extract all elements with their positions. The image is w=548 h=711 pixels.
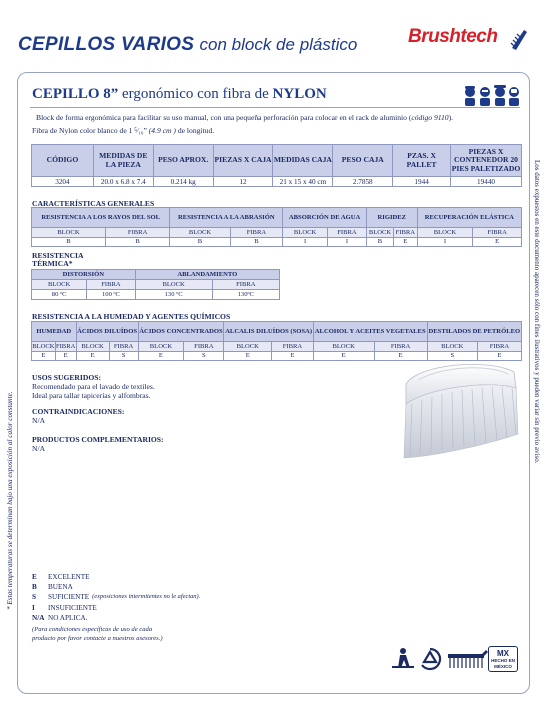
table-row	[32, 177, 522, 187]
specs-header: PESO APROX.	[153, 145, 213, 177]
sub-header-fiber: FIBRA	[212, 280, 279, 290]
rating-cell: S	[427, 351, 477, 361]
sub-header-fiber: FIBRA	[230, 228, 283, 238]
general-characteristics-table	[31, 207, 522, 247]
complementary-products-title: PRODUCTOS COMPLEMENTARIOS:	[32, 435, 164, 444]
badge-line: MÉXICO	[494, 663, 512, 669]
description-code: código 9110	[411, 113, 449, 122]
badge-line: HECHO EN	[491, 658, 515, 663]
legend-label: BUENA	[48, 583, 73, 592]
rating-cell: S	[109, 351, 138, 361]
thermal-resistance-table	[31, 269, 280, 300]
legend-code: S	[32, 593, 36, 602]
rating-cell: E	[32, 351, 56, 361]
specs-cell: 3204	[32, 177, 94, 187]
rating-cell: E	[55, 351, 76, 361]
sub-header-fiber: FIBRA	[105, 228, 170, 238]
characteristic-header: RESISTENCIA A LA ABRASIÓN	[170, 208, 283, 228]
page-title-bold: CEPILLOS VARIOS	[18, 34, 195, 55]
temperature-side-note: * Estas temperaturas se determinan bajo una exposición al calor constante.	[6, 391, 14, 610]
sub-header-block: BLOCK	[135, 280, 212, 290]
specs-cell: 1944	[393, 177, 451, 187]
sub-header-fiber: FIBRA	[87, 280, 135, 290]
brush-logo-icon	[510, 28, 528, 50]
sub-header-block: BLOCK	[427, 342, 477, 352]
usage-title: USOS SUGERIDOS:	[32, 373, 101, 382]
product-title-model: CEPILLO 8”	[32, 86, 119, 102]
thermal-title-line2: TÉRMICA*	[32, 259, 73, 268]
chemical-header: DESTILADOS DE PETRÓLEO	[427, 322, 521, 342]
sub-header-fiber: FIBRA	[394, 228, 418, 238]
brush-brand-icon	[448, 650, 488, 668]
sub-header-block: BLOCK	[283, 228, 328, 238]
usage-section	[32, 373, 332, 453]
sub-header-fiber: FIBRA	[327, 228, 366, 238]
rating-cell: E	[272, 351, 314, 361]
rating-cell: I	[417, 237, 473, 247]
specs-header: PZAS. X PALLET	[393, 145, 451, 177]
safety-equipment-icon	[463, 84, 521, 106]
legend-footnote-line: producto por favor contacte a nuestros asesores.)	[32, 634, 163, 642]
chemical-header: ALCOHOL Y ACEITES VEGETALES	[313, 322, 427, 342]
product-description	[36, 112, 506, 123]
legend-label: INSUFICIENTE	[48, 603, 97, 612]
made-in-mexico-badge	[488, 646, 518, 672]
general-characteristics-title: CARACTERÍSTICAS GENERALES	[32, 199, 155, 208]
characteristic-header: ABSORCIÓN DE AGUA	[283, 208, 367, 228]
product-title-material: NYLON	[272, 86, 327, 102]
sub-header-fiber: FIBRA	[184, 342, 224, 352]
specs-cell: 12	[213, 177, 273, 187]
characteristic-header: RIGIDEZ	[367, 208, 418, 228]
sub-header-block: BLOCK	[138, 342, 184, 352]
sub-header-block: BLOCK	[417, 228, 473, 238]
description-end: ).	[448, 113, 454, 122]
characteristic-header: RECUPERACIÓN ELÁSTICA	[417, 208, 521, 228]
sub-header-fiber: FIBRA	[109, 342, 138, 352]
complementary-products-value: N/A	[32, 444, 46, 453]
contraindications-value: N/A	[32, 416, 46, 425]
rating-cell: E	[473, 237, 522, 247]
rating-cell: B	[105, 237, 170, 247]
temperature-cell: 130 ºC	[135, 290, 212, 300]
legend-item	[32, 592, 200, 602]
title-divider	[30, 107, 520, 108]
legend-item	[32, 613, 200, 623]
legend-label: SUFICIENTE	[48, 593, 90, 602]
specs-cell: 0.214 kg	[153, 177, 213, 187]
temperature-cell: 130ºC	[212, 290, 279, 300]
sub-header-block: BLOCK	[76, 342, 109, 352]
header	[0, 0, 548, 68]
rating-cell: I	[327, 237, 366, 247]
product-title-middle: ergonómico con fibra de	[122, 86, 269, 102]
legend-code: E	[32, 573, 37, 581]
contraindications-title: CONTRAINDICACIONES:	[32, 407, 125, 416]
fiber-description	[32, 126, 214, 135]
rating-cell: S	[184, 351, 224, 361]
disclaimer-side-note: Los datos expuestos en este documento aparecen sólo con fines ilustrativos y pueden variar sin previo aviso.	[533, 160, 541, 464]
sub-header-fiber: FIBRA	[55, 342, 76, 350]
chemical-header: ALCALIS DILUÍDOS (SOSA)	[224, 322, 313, 342]
specs-header: PESO CAJA	[333, 145, 393, 177]
thermal-header: ABLANDAMIENTO	[135, 270, 279, 280]
thermal-title-line1: RESISTENCIA	[32, 251, 84, 260]
badge-mx: MX	[497, 649, 509, 658]
sub-header-fiber: FIBRA	[477, 342, 521, 352]
rating-cell: E	[477, 351, 521, 361]
brush-product-image	[388, 354, 526, 468]
legend-label: EXCELENTE	[48, 573, 90, 581]
chemical-header: ÁCIDOS CONCENTRADOS	[138, 322, 224, 342]
sub-header-block: BLOCK	[32, 280, 87, 290]
fiber-length: (4.9 cm )	[146, 126, 176, 135]
specs-header: MEDIDAS DE LA PIEZA	[93, 145, 153, 177]
specs-header: MEDIDAS CAJA	[273, 145, 333, 177]
sub-header-fiber: FIBRA	[374, 342, 427, 352]
rating-cell: E	[138, 351, 184, 361]
no-discard-icon	[392, 648, 414, 668]
page-title	[18, 34, 357, 56]
sub-header-block: BLOCK	[224, 342, 272, 352]
temperature-cell: 80 ºC	[32, 290, 87, 300]
sub-header-block: BLOCK	[367, 228, 394, 238]
rating-cell: E	[313, 351, 374, 361]
legend-footnote	[32, 626, 200, 643]
usage-line: Recomendado para el lavado de textiles.	[32, 382, 155, 391]
fiber-text: Fibra de Nylon color blanco de 1 ⁵⁄₁₆”	[32, 126, 147, 135]
brand-name: Brushtech	[408, 26, 498, 47]
brushtech-logo	[408, 26, 526, 52]
page-title-rest: con block de plástico	[199, 35, 358, 54]
fiber-text-end: de longitud.	[175, 126, 215, 135]
table-row	[32, 237, 522, 247]
characteristic-header: RESISTENCIA A LOS RAYOS DEL SOL	[32, 208, 170, 228]
sub-header-fiber: FIBRA	[272, 342, 314, 352]
product-title	[32, 86, 327, 103]
sub-header-fiber: FIBRA	[473, 228, 522, 238]
rating-legend	[32, 572, 200, 643]
rating-cell: B	[230, 237, 283, 247]
chemical-header: ÁCIDOS DILUÍDOS	[76, 322, 138, 342]
usage-line: Ideal para tallar tapicerías y alfombras.	[32, 391, 151, 400]
temperature-cell: 100 ºC	[87, 290, 135, 300]
specs-header: CÓDIGO	[32, 145, 94, 177]
legend-note: (exposiciones intermitentes no le afectan).	[92, 593, 201, 601]
rating-cell: B	[32, 237, 106, 247]
specs-cell: 21 x 15 x 40 cm	[273, 177, 333, 187]
specs-table	[31, 144, 522, 187]
sub-header-block: BLOCK	[313, 342, 374, 352]
rating-cell: E	[394, 237, 418, 247]
sub-header-block: BLOCK	[32, 228, 106, 238]
description-text: Block de forma ergonómica para facilitar su uso manual, con una pequeña perforación para colocar en el rack de aluminio (	[36, 113, 412, 122]
chemical-header: HUMEDAD	[32, 322, 77, 342]
chemical-resistance-title: RESISTENCIA A LA HUMEDAD Y AGENTES QUÍMICOS	[32, 312, 231, 321]
specs-cell: 19440	[451, 177, 522, 187]
rating-cell: I	[283, 237, 328, 247]
rating-cell: E	[374, 351, 427, 361]
legend-footnote-line: (Para condiciones específicas de uso de cada	[32, 626, 153, 634]
rating-cell: E	[224, 351, 272, 361]
rating-cell: E	[76, 351, 109, 361]
rating-cell: B	[367, 237, 394, 247]
sub-header-block: BLOCK	[170, 228, 230, 238]
legend-code: I	[32, 603, 35, 612]
legend-item	[32, 582, 200, 592]
thermal-header: DISTORSIÓN	[32, 270, 136, 280]
legend-item	[32, 603, 200, 613]
sub-header-block: BLOCK	[32, 342, 55, 350]
legend-code: N/A	[32, 613, 45, 622]
thermal-resistance-title	[32, 252, 84, 268]
specs-cell: 20.0 x 6.8 x 7.4	[93, 177, 153, 187]
specs-header: PIEZAS X CONTENEDOR 20 PIES PALETIZADO	[451, 145, 522, 177]
legend-code: B	[32, 583, 37, 592]
rating-cell: B	[170, 237, 230, 247]
specs-cell: 2.7858	[333, 177, 393, 187]
legend-item	[32, 572, 200, 582]
table-row	[32, 290, 280, 300]
specs-header: PIEZAS X CAJA	[213, 145, 273, 177]
legend-label: NO APLICA.	[48, 613, 88, 622]
recycle-icon	[422, 649, 440, 669]
